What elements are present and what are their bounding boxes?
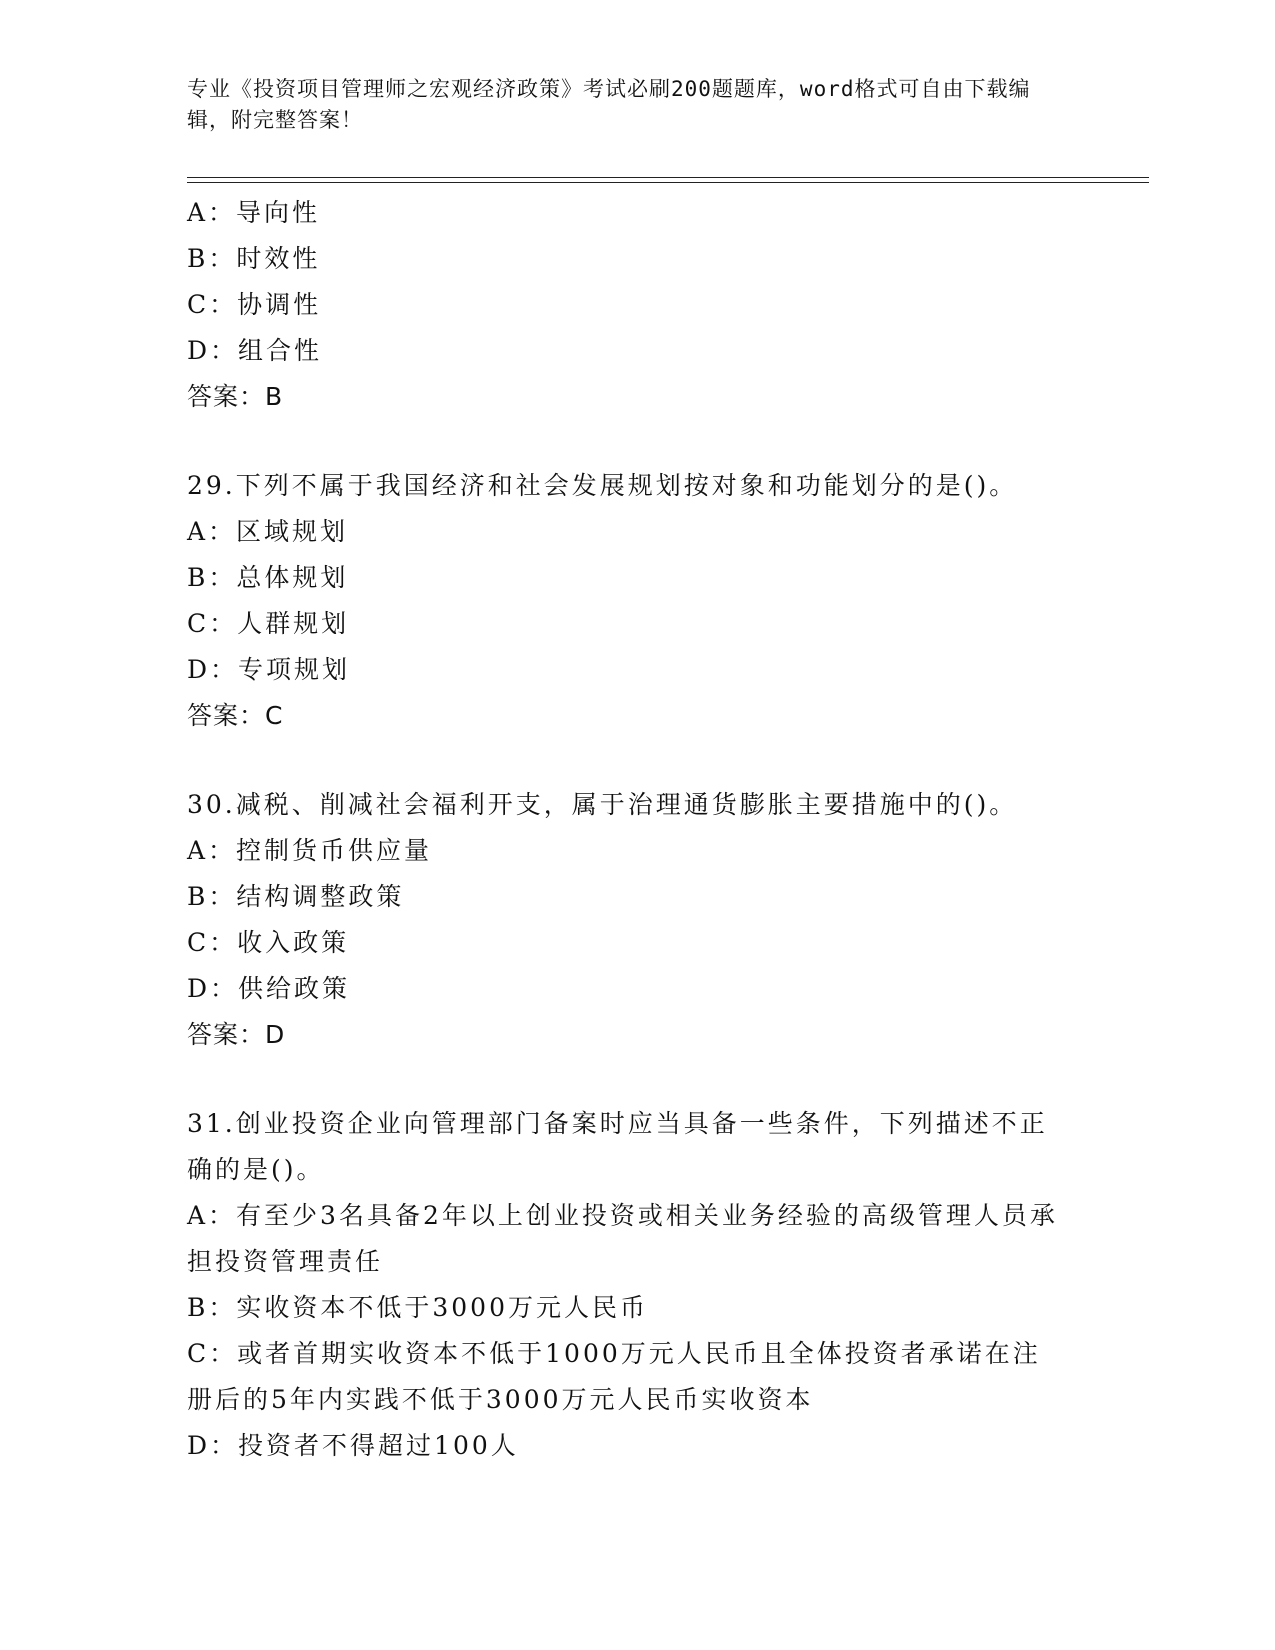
question-block-29 <box>187 463 1067 739</box>
option-c: C：或者首期实收资本不低于1000万元人民币且全体投资者承诺在注册后的5年内实践不低于3000万元人民币实收资本 <box>187 1339 1041 1414</box>
question-text: 31.创业投资企业向管理部门备案时应当具备一些条件，下列描述不正确的是()。 <box>187 1109 1048 1184</box>
option-a: A：导向性 <box>187 198 321 227</box>
document-header: 专业《投资项目管理师之宏观经济政策》考试必刷200题题库，word格式可自由下载编辑，附完整答案！ <box>187 77 1031 132</box>
question-block-28 <box>187 190 1067 420</box>
question-block-30 <box>187 782 1067 1058</box>
spacer <box>187 420 1067 463</box>
answer-line: 答案：D <box>187 1020 286 1049</box>
option-b: B：实收资本不低于3000万元人民币 <box>187 1293 648 1322</box>
question-text: 30.减税、削减社会福利开支，属于治理通货膨胀主要措施中的()。 <box>187 790 1018 819</box>
header-rule-bottom <box>187 182 1149 183</box>
option-d: D：供给政策 <box>187 974 351 1003</box>
option-b: B：时效性 <box>187 244 321 273</box>
option-c: C：收入政策 <box>187 928 350 957</box>
option-c: C：人群规划 <box>187 609 350 638</box>
option-a: A：控制货币供应量 <box>187 836 433 865</box>
option-b: B：结构调整政策 <box>187 882 405 911</box>
answer-line: 答案：C <box>187 701 284 730</box>
option-c: C：协调性 <box>187 290 322 319</box>
option-d: D：专项规划 <box>187 655 351 684</box>
option-b: B：总体规划 <box>187 563 349 592</box>
question-block-31 <box>187 1101 1067 1469</box>
question-list <box>187 190 1067 1469</box>
answer-line: 答案：B <box>187 382 284 411</box>
option-d: D：组合性 <box>187 336 323 365</box>
option-a: A：区域规划 <box>187 517 349 546</box>
option-a: A：有至少3名具备2年以上创业投资或相关业务经验的高级管理人员承担投资管理责任 <box>187 1201 1058 1276</box>
question-text: 29.下列不属于我国经济和社会发展规划按对象和功能划分的是()。 <box>187 471 1018 500</box>
option-d: D：投资者不得超过100人 <box>187 1431 519 1460</box>
spacer <box>187 1058 1067 1101</box>
header-rule-top <box>187 177 1149 178</box>
spacer <box>187 739 1067 782</box>
